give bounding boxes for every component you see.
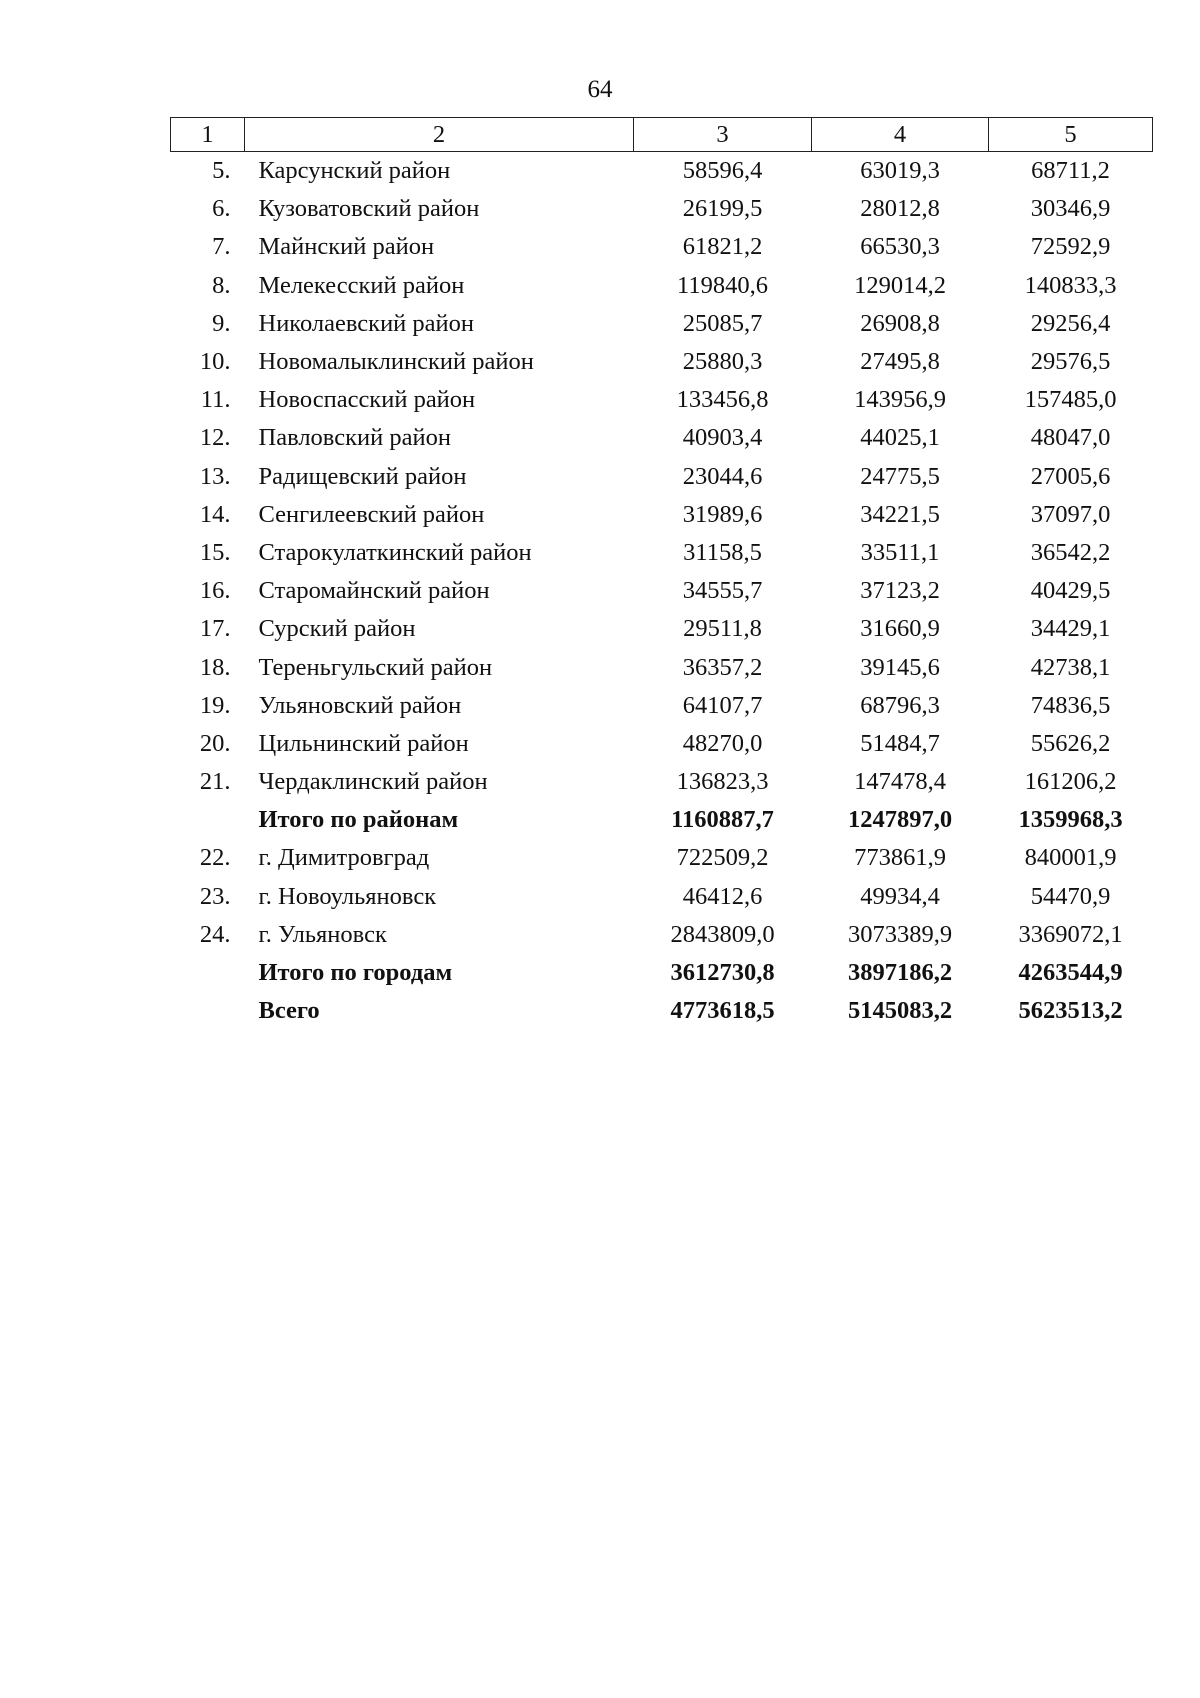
row-name: Старомайнский район xyxy=(258,577,490,605)
row-value-col3: 1160887,7 xyxy=(671,806,774,834)
total-row xyxy=(171,954,1153,992)
row-value-col4: 24775,5 xyxy=(860,462,940,490)
header-col-5: 5 xyxy=(989,118,1153,152)
header-col-1: 1 xyxy=(171,118,245,152)
row-value-col3: 48270,0 xyxy=(682,729,763,757)
row-value-col3: 3612730,8 xyxy=(670,959,775,987)
row-number: 8. xyxy=(212,271,231,299)
row-value-col5: 40429,5 xyxy=(1030,577,1111,605)
row-number: 14. xyxy=(199,500,231,528)
row-value-col5: 161206,2 xyxy=(1024,768,1117,796)
row-value-col4: 3897186,2 xyxy=(847,959,953,987)
row-value-col4: 1247897,0 xyxy=(847,806,953,834)
table-row xyxy=(171,267,1153,305)
row-value-col4: 66530,3 xyxy=(860,233,940,261)
row-name: Кузоватовский район xyxy=(258,195,480,223)
table-row xyxy=(171,648,1153,686)
row-value-col4: 3073389,9 xyxy=(847,920,953,948)
row-value-col3: 2843809,0 xyxy=(670,920,775,948)
row-value-col4: 28012,8 xyxy=(860,195,940,223)
row-name: Сенгилеевский район xyxy=(258,500,485,528)
row-name: Новоспасский район xyxy=(258,386,476,414)
row-value-col5: 140833,3 xyxy=(1024,271,1117,299)
row-value-col3: 136823,3 xyxy=(676,768,769,796)
row-value-col5: 29256,4 xyxy=(1030,309,1111,337)
row-number xyxy=(171,992,245,1030)
row-value-col4: 68796,3 xyxy=(860,691,940,719)
table-row xyxy=(171,458,1153,496)
row-number: 22. xyxy=(199,844,231,872)
page-number: 64 xyxy=(587,76,613,103)
row-number: 17. xyxy=(199,615,231,643)
row-value-col5: 3369072,1 xyxy=(1018,920,1123,948)
row-number: 5. xyxy=(212,157,231,185)
table-body xyxy=(171,152,1153,1031)
row-value-col3: 31158,5 xyxy=(683,538,762,566)
row-value-col5: 29576,5 xyxy=(1030,348,1111,376)
row-value-col3: 61821,2 xyxy=(682,233,763,261)
table-row xyxy=(171,534,1153,572)
table-row xyxy=(171,725,1153,763)
row-value-col5: 54470,9 xyxy=(1030,882,1111,910)
row-value-col4: 51484,7 xyxy=(860,729,940,757)
row-value-col5: 37097,0 xyxy=(1030,500,1111,528)
row-name: Павловский район xyxy=(258,424,451,452)
row-value-col3: 4773618,5 xyxy=(670,997,775,1025)
header-col-3: 3 xyxy=(634,118,812,152)
row-value-col3: 23044,6 xyxy=(682,462,763,490)
table-row xyxy=(171,343,1153,381)
table-row xyxy=(171,878,1153,916)
row-name: Ульяновский район xyxy=(258,691,462,719)
table-row xyxy=(171,190,1153,228)
row-value-col3: 29511,8 xyxy=(683,615,762,643)
row-value-col3: 26199,5 xyxy=(682,195,763,223)
row-name: Радищевский район xyxy=(258,462,467,490)
row-name: г. Димитровград xyxy=(258,844,430,872)
table-header xyxy=(171,118,1153,152)
row-number xyxy=(171,801,245,839)
row-number: 15. xyxy=(199,538,231,566)
row-name: Новомалыклинский район xyxy=(258,348,534,376)
row-value-col5: 4263544,9 xyxy=(1018,959,1123,987)
row-name: г. Ульяновск xyxy=(258,920,387,948)
table-row xyxy=(171,916,1153,954)
table-row xyxy=(171,496,1153,534)
row-number: 10. xyxy=(199,348,231,376)
table-row xyxy=(171,381,1153,419)
row-name: Всего xyxy=(258,997,320,1025)
row-value-col3: 34555,7 xyxy=(682,577,763,605)
row-name: Старокулаткинский район xyxy=(258,538,532,566)
row-value-col3: 36357,2 xyxy=(682,653,763,681)
row-number: 21. xyxy=(199,768,231,796)
row-value-col5: 1359968,3 xyxy=(1018,806,1123,834)
row-value-col4: 44025,1 xyxy=(860,424,940,452)
row-number: 6. xyxy=(212,195,231,223)
row-value-col4: 129014,2 xyxy=(854,271,946,299)
row-value-col3: 133456,8 xyxy=(676,386,769,414)
row-name: г. Новоульяновск xyxy=(258,882,437,910)
row-name: Майнский район xyxy=(258,233,435,261)
row-number: 12. xyxy=(199,424,231,452)
row-number: 19. xyxy=(199,691,231,719)
row-value-col5: 27005,6 xyxy=(1030,462,1111,490)
row-value-col4: 31660,9 xyxy=(860,615,940,643)
row-value-col5: 34429,1 xyxy=(1030,615,1111,643)
row-number: 11. xyxy=(200,386,231,414)
row-value-col3: 58596,4 xyxy=(682,157,763,185)
row-name: Итого по городам xyxy=(258,959,453,987)
row-value-col5: 55626,2 xyxy=(1030,729,1111,757)
table-row xyxy=(171,228,1153,266)
row-value-col4: 39145,6 xyxy=(860,653,940,681)
row-value-col4: 63019,3 xyxy=(860,157,940,185)
row-value-col3: 40903,4 xyxy=(682,424,763,452)
row-value-col5: 74836,5 xyxy=(1030,691,1111,719)
row-number: 9. xyxy=(212,309,231,337)
row-value-col3: 46412,6 xyxy=(682,882,763,910)
row-value-col4: 37123,2 xyxy=(860,577,940,605)
table-row xyxy=(171,152,1153,191)
row-value-col5: 5623513,2 xyxy=(1018,997,1123,1025)
row-value-col4: 26908,8 xyxy=(860,309,940,337)
row-value-col5: 30346,9 xyxy=(1030,195,1111,223)
total-row xyxy=(171,801,1153,839)
row-value-col5: 68711,2 xyxy=(1031,157,1110,185)
table-row xyxy=(171,763,1153,801)
row-number: 7. xyxy=(212,233,231,261)
row-value-col5: 48047,0 xyxy=(1030,424,1111,452)
row-value-col4: 773861,9 xyxy=(854,844,946,872)
row-value-col4: 49934,4 xyxy=(860,882,940,910)
table-row xyxy=(171,610,1153,648)
row-number: 20. xyxy=(199,729,231,757)
table-row xyxy=(171,419,1153,457)
row-value-col5: 36542,2 xyxy=(1030,538,1111,566)
row-value-col3: 31989,6 xyxy=(682,500,763,528)
row-name: Сурский район xyxy=(258,615,416,643)
row-value-col5: 42738,1 xyxy=(1030,653,1111,681)
row-value-col5: 840001,9 xyxy=(1024,844,1117,872)
row-name: Тереньгульский район xyxy=(258,653,493,681)
row-number: 13. xyxy=(199,462,231,490)
header-col-4: 4 xyxy=(812,118,989,152)
header-col-2: 2 xyxy=(245,118,634,152)
row-value-col4: 5145083,2 xyxy=(847,997,953,1025)
row-name: Цильнинский район xyxy=(258,729,469,757)
row-name: Итого по районам xyxy=(258,806,459,834)
table-row xyxy=(171,572,1153,610)
row-number: 23. xyxy=(199,882,231,910)
row-name: Карсунский район xyxy=(258,157,451,185)
header-row xyxy=(171,118,1153,152)
row-value-col4: 34221,5 xyxy=(860,500,940,528)
row-value-col3: 25880,3 xyxy=(682,348,763,376)
row-value-col5: 157485,0 xyxy=(1024,386,1117,414)
row-name: Николаевский район xyxy=(258,309,475,337)
row-value-col3: 119840,6 xyxy=(677,271,768,299)
data-table xyxy=(170,117,1153,1030)
table-row xyxy=(171,305,1153,343)
row-value-col5: 72592,9 xyxy=(1030,233,1111,261)
row-number: 18. xyxy=(199,653,231,681)
table-row xyxy=(171,839,1153,877)
row-number xyxy=(171,954,245,992)
row-value-col4: 27495,8 xyxy=(860,348,940,376)
table-row xyxy=(171,687,1153,725)
row-name: Чердаклинский район xyxy=(258,768,488,796)
row-value-col3: 25085,7 xyxy=(682,309,763,337)
row-value-col3: 64107,7 xyxy=(682,691,763,719)
row-value-col4: 147478,4 xyxy=(854,768,946,796)
total-row xyxy=(171,992,1153,1030)
row-number: 16. xyxy=(199,577,231,605)
row-number: 24. xyxy=(199,920,231,948)
row-value-col4: 33511,1 xyxy=(860,538,940,566)
row-value-col4: 143956,9 xyxy=(854,386,946,414)
row-value-col3: 722509,2 xyxy=(676,844,769,872)
row-name: Мелекесский район xyxy=(258,271,465,299)
